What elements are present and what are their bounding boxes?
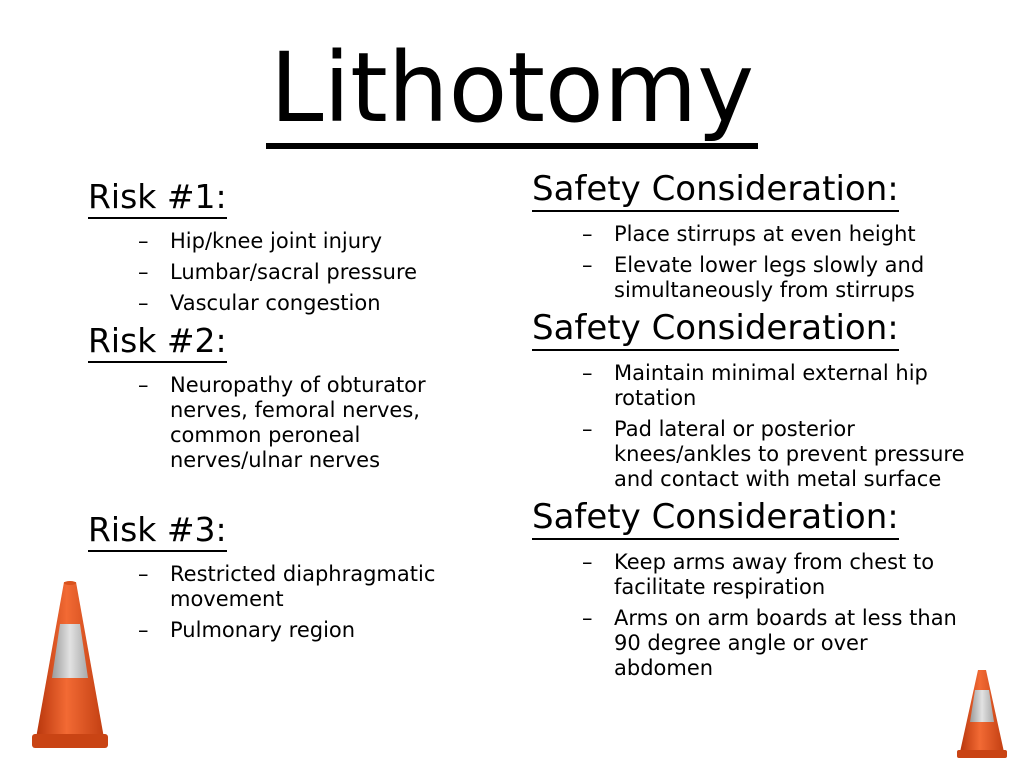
- slide-title-text: Lithotomy: [266, 38, 758, 149]
- risk-list: [88, 562, 488, 643]
- list-item: – Restricted diaphragmatic movement: [138, 561, 436, 611]
- list-item: – Keep arms away from chest to facilitate respiration: [582, 550, 935, 600]
- risk-block-2: [88, 322, 488, 473]
- slide-title: [0, 32, 1024, 149]
- traffic-cone-icon: [30, 578, 110, 750]
- safety-block-2: [532, 309, 972, 492]
- list-item: – Vascular congestion: [138, 290, 381, 315]
- safety-list: [532, 222, 972, 303]
- safety-list: [532, 550, 972, 681]
- safety-heading: Safety Consideration:: [532, 309, 899, 351]
- safety-block-3: [532, 498, 972, 681]
- risk-list: [88, 373, 488, 473]
- safety-heading: Safety Consideration:: [532, 170, 899, 212]
- list-item: – Arms on arm boards at less than 90 degree angle or over abdomen: [582, 606, 957, 681]
- risk-heading: Risk #1:: [88, 178, 227, 219]
- safety-column: [532, 170, 972, 687]
- list-item: – Pulmonary region: [138, 617, 356, 642]
- risk-heading: Risk #3:: [88, 511, 227, 552]
- safety-block-1: [532, 170, 972, 303]
- list-item: – Neuropathy of obturator nerves, femoral nerves, common peroneal nerves/ulnar nerves: [138, 372, 426, 472]
- safety-heading: Safety Consideration:: [532, 498, 899, 540]
- list-item: – Lumbar/sacral pressure: [138, 259, 418, 284]
- list-item: – Elevate lower legs slowly and simultaneously from stirrups: [582, 253, 925, 303]
- safety-list: [532, 361, 972, 492]
- risk-list: [88, 229, 488, 316]
- risk-block-3: [88, 511, 488, 643]
- list-item: – Place stirrups at even height: [582, 222, 916, 247]
- list-item: – Maintain minimal external hip rotation: [582, 361, 928, 411]
- risk-heading: Risk #2:: [88, 322, 227, 363]
- risk-block-1: [88, 178, 488, 316]
- traffic-cone-icon: [956, 668, 1008, 760]
- list-item: – Pad lateral or posterior knees/ankles to prevent pressure and contact with metal surface: [582, 417, 965, 492]
- list-item: – Hip/knee joint injury: [138, 228, 383, 253]
- risks-column: [88, 178, 488, 649]
